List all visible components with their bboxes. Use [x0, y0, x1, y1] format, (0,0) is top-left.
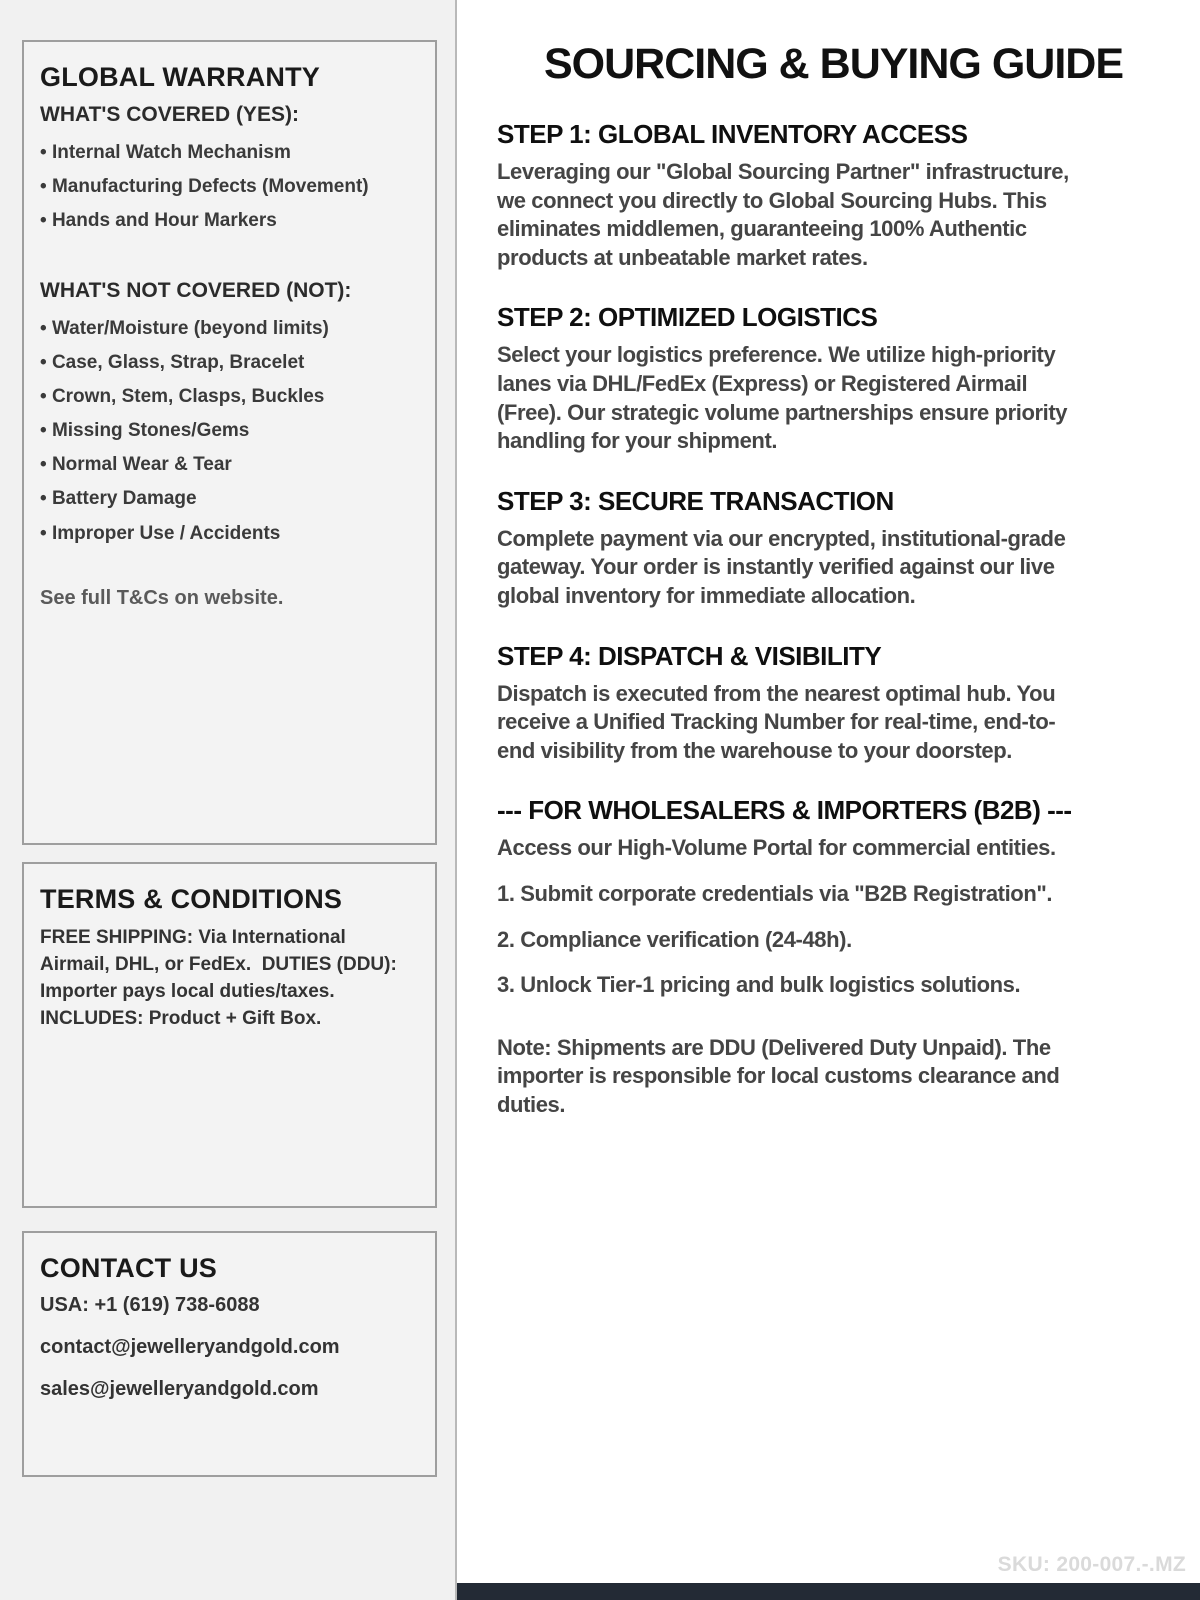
list-item: • Case, Glass, Strap, Bracelet	[40, 351, 419, 374]
sku-label: SKU: 200-007.-.MZ	[997, 1553, 1186, 1576]
step-3-body: Complete payment via our encrypted, institutional-grade gateway. Your order is instantly verified against our live global inventory for immediate allocation.	[497, 525, 1066, 608]
contact-panel	[22, 1231, 437, 1477]
footer-accent-bar	[457, 1583, 1200, 1600]
warranty-footnote: See full T&Cs on website.	[40, 586, 284, 609]
list-item: • Battery Damage	[40, 487, 419, 510]
page-title: SOURCING & BUYING GUIDE	[543, 40, 1124, 88]
step-1-body: Leveraging our "Global Sourcing Partner" infrastructure, we connect you directly to Global Sourcing Hubs. This eliminates middlemen, guaranteeing 100% Authentic products at unbeatable market rates.	[497, 159, 1069, 270]
step-2-body: Select your logistics preference. We utilize high-priority lanes via DHL/FedEx (Express) or Registered Airmail (Free). Our strategic volume partnerships ensure priority handling for your shipment.	[497, 342, 1068, 454]
b2b-note: Note: Shipments are DDU (Delivered Duty Unpaid). The importer is responsible for local customs clearance and duties.	[497, 1034, 1060, 1117]
step-2-section	[497, 302, 1170, 455]
terms-body: FREE SHIPPING: Via International Airmail, DHL, or FedEx. DUTIES (DDU): Importer pays local duties/taxes. INCLUDES: Product + Gift Box.	[40, 927, 403, 1029]
step-3-section	[497, 486, 1170, 611]
sales-email: sales@jewelleryandgold.com	[40, 1378, 319, 1400]
b2b-section	[497, 795, 1170, 1119]
step-3-heading: STEP 3: SECURE TRANSACTION	[497, 485, 894, 516]
list-item: • Internal Watch Mechanism	[40, 141, 419, 164]
b2b-item-1: 1. Submit corporate credentials via "B2B Registration".	[497, 880, 1053, 906]
list-item: • Missing Stones/Gems	[40, 419, 419, 442]
not-covered-list	[40, 317, 419, 545]
warranty-title: GLOBAL WARRANTY	[40, 62, 320, 92]
contact-phone: USA: +1 (619) 738-6088	[40, 1294, 260, 1316]
contact-title: CONTACT US	[40, 1253, 217, 1283]
step-2-heading: STEP 2: OPTIMIZED LOGISTICS	[497, 302, 878, 333]
step-4-heading: STEP 4: DISPATCH & VISIBILITY	[497, 640, 882, 671]
covered-subtitle: WHAT'S COVERED (YES):	[40, 103, 299, 126]
list-item: • Hands and Hour Markers	[40, 209, 419, 232]
terms-title: TERMS & CONDITIONS	[40, 884, 343, 914]
step-1-heading: STEP 1: GLOBAL INVENTORY ACCESS	[497, 119, 968, 149]
global-warranty-panel	[22, 40, 437, 845]
b2b-item-2: 2. Compliance verification (24-48h).	[497, 926, 852, 952]
step-1-section	[497, 119, 1170, 272]
b2b-item-3: 3. Unlock Tier-1 pricing and bulk logistics solutions.	[497, 972, 1021, 998]
terms-panel	[22, 862, 437, 1208]
list-item: • Normal Wear & Tear	[40, 453, 419, 476]
main-content	[457, 0, 1200, 1600]
list-item: • Crown, Stem, Clasps, Buckles	[40, 385, 419, 408]
b2b-heading: --- FOR WHOLESALERS & IMPORTERS (B2B) ---	[497, 795, 1072, 826]
list-item: • Water/Moisture (beyond limits)	[40, 317, 419, 340]
step-4-section	[497, 641, 1170, 766]
contact-email: contact@jewelleryandgold.com	[40, 1336, 340, 1358]
sidebar	[0, 0, 457, 1600]
list-item: • Improper Use / Accidents	[40, 522, 419, 545]
covered-list	[40, 141, 419, 233]
step-4-body: Dispatch is executed from the nearest optimal hub. You receive a Unified Tracking Number for real-time, end-to-end visibility from the warehouse to your doorstep.	[497, 680, 1056, 763]
not-covered-subtitle: WHAT'S NOT COVERED (NOT):	[40, 278, 352, 302]
list-item: • Manufacturing Defects (Movement)	[40, 175, 419, 198]
b2b-intro: Access our High-Volume Portal for commercial entities.	[497, 835, 1056, 861]
